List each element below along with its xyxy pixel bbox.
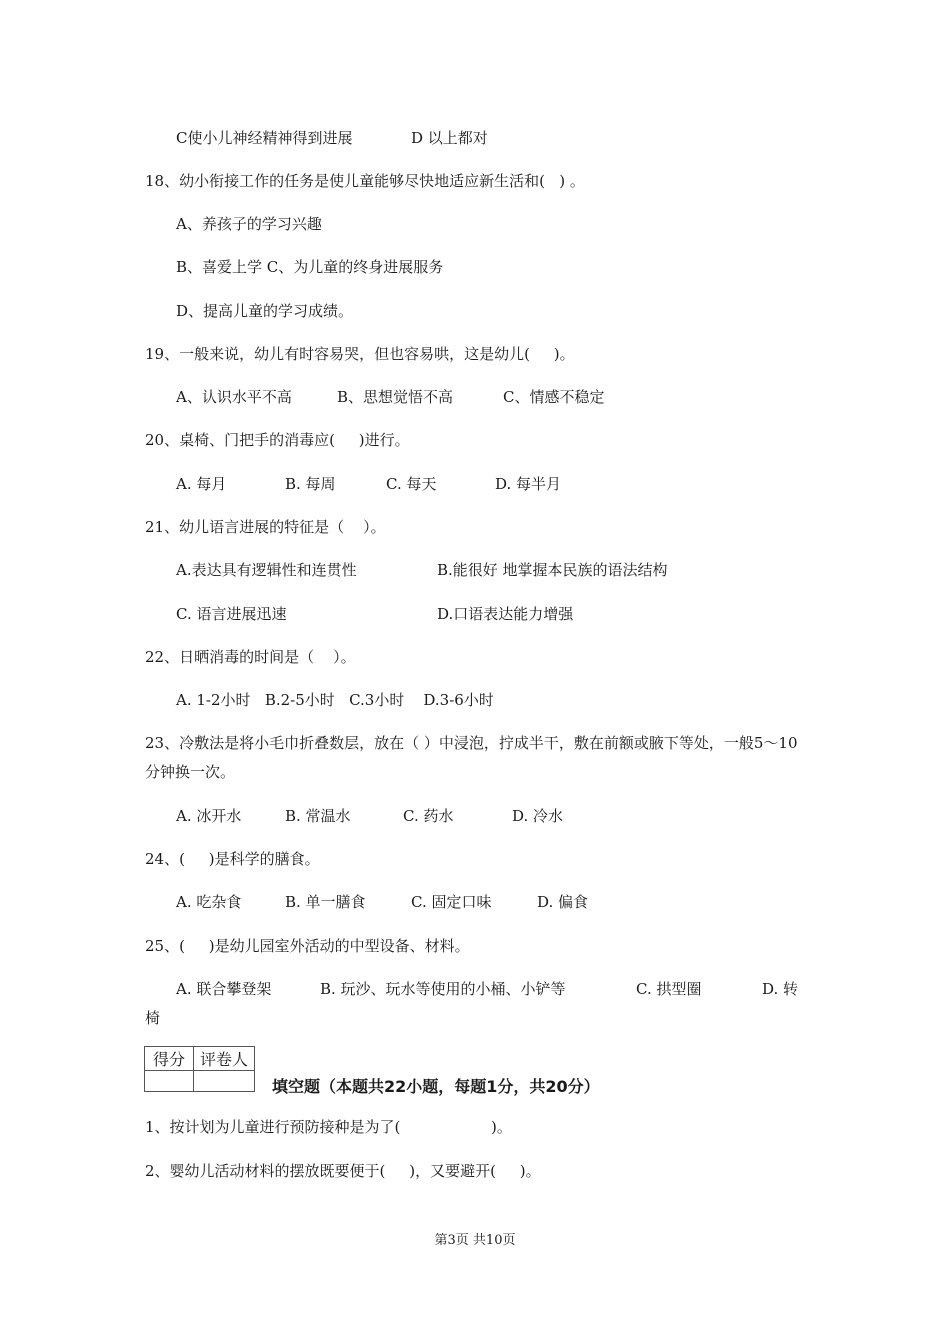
q19-option-c: C、情感不稳定	[503, 388, 605, 406]
section-title: 填空题（本题共22小题，每题1分，共20分）	[272, 1077, 600, 1096]
q25-option-c: C. 拱型圈	[636, 980, 702, 998]
fill-question-1: 1、按计划为儿童进行预防接种是为了( )。	[145, 1118, 512, 1136]
q21-option-c: C. 语言进展迅速	[176, 605, 287, 623]
q18-option-a: A、养孩子的学习兴趣	[176, 215, 322, 233]
q19-option-b: B、思想觉悟不高	[337, 388, 454, 406]
question-22: 22、日晒消毒的时间是（ ）。	[145, 648, 356, 666]
page-footer: 第3页 共10页	[434, 1233, 516, 1248]
question-21: 21、幼儿语言进展的特征是（ ）。	[145, 518, 386, 536]
q24-option-d: D. 偏食	[537, 893, 589, 911]
q18-option-b: B、喜爱上学 C、为儿童的终身进展服务	[176, 258, 444, 276]
q24-option-c: C. 固定口味	[411, 893, 492, 911]
score-label: 得分	[145, 1047, 194, 1071]
q23-option-c: C. 药水	[403, 807, 454, 825]
q25-option-a: A. 联合攀登架	[176, 980, 272, 998]
grader-label: 评卷人	[194, 1047, 255, 1071]
question-23: 23、冷敷法是将小毛巾折叠数层，放在（ ）中浸泡，拧成半干，敷在前额或腋下等处，一般5～10分钟换一次。	[145, 734, 798, 781]
fill-question-2: 2、婴幼儿活动材料的摆放既要便于( )，又要避开( )。	[145, 1162, 541, 1180]
question-20: 20、桌椅、门把手的消毒应( )进行。	[145, 431, 410, 449]
q23-option-d: D. 冷水	[512, 807, 564, 825]
question-18: 18、幼小衔接工作的任务是使儿童能够尽快地适应新生活和( ) 。	[145, 172, 585, 190]
score-cell	[145, 1071, 194, 1092]
q25-option-b: B. 玩沙、玩水等使用的小桶、小铲等	[320, 980, 566, 998]
q20-option-b: B. 每周	[285, 475, 336, 493]
grader-cell	[194, 1071, 255, 1092]
score-box	[144, 1046, 255, 1092]
q21-option-d: D.口语表达能力增强	[437, 605, 574, 623]
q22-options: A. 1-2小时 B.2-5小时 C.3小时 D.3-6小时	[176, 691, 494, 709]
q19-option-a: A、认识水平不高	[176, 388, 292, 406]
q21-option-a: A.表达具有逻辑性和连贯性	[176, 561, 357, 579]
q21-option-b: B.能很好 地掌握本民族的语法结构	[437, 561, 668, 579]
q25-option-d-continued: 椅	[145, 1009, 161, 1027]
question-25: 25、( )是幼儿园室外活动的中型设备、材料。	[145, 937, 470, 955]
q17-option-d: D 以上都对	[411, 129, 488, 147]
question-19: 19、一般来说，幼儿有时容易哭，但也容易哄，这是幼儿( )。	[145, 345, 575, 363]
q20-option-d: D. 每半月	[495, 475, 562, 493]
q23-option-b: B. 常温水	[285, 807, 351, 825]
q23-option-a: A. 冰开水	[176, 807, 242, 825]
q25-option-d: D. 转	[762, 980, 799, 998]
q24-option-a: A. 吃杂食	[176, 893, 242, 911]
q24-option-b: B. 单一膳食	[285, 893, 366, 911]
q17-option-c: C使小儿神经精神得到进展	[176, 129, 353, 147]
q18-option-d: D、提高儿童的学习成绩。	[176, 302, 354, 320]
q20-option-a: A. 每月	[176, 475, 227, 493]
question-24: 24、( )是科学的膳食。	[145, 850, 320, 868]
q20-option-c: C. 每天	[386, 475, 437, 493]
